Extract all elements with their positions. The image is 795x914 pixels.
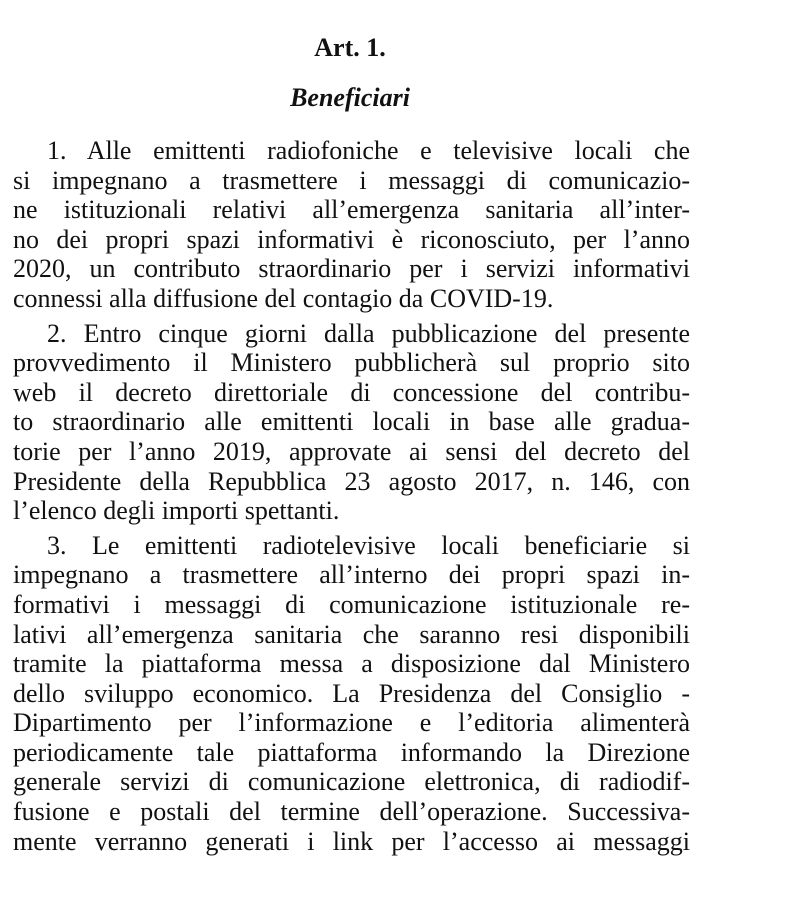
text-line: torie per l’anno 2019, approvate ai sensi del decreto del <box>13 436 690 466</box>
text-line: dello sviluppo economico. La Presidenza del Consiglio - <box>13 678 690 708</box>
text-line: no dei propri spazi informativi è riconosciuto, per l’anno <box>13 224 690 254</box>
text-line: tramite la piattaforma messa a disposizione dal Ministero <box>13 649 690 679</box>
text-line: 3. Le emittenti radiotelevisive locali beneficiarie si <box>47 530 690 560</box>
text-line: web il decreto direttoriale di concessione del contribu- <box>13 377 690 407</box>
text-line: 2. Entro cinque giorni dalla pubblicazione del presente <box>47 318 690 348</box>
paragraph-2 <box>13 319 690 526</box>
text-line: ne istituzionali relativi all’emergenza sanitaria all’inter- <box>13 195 690 225</box>
text-line: connessi alla diffusione del contagio da COVID-19. <box>13 283 554 313</box>
text-line: lativi all’emergenza sanitaria che saranno resi disponibili <box>13 619 690 649</box>
text-line: 2020, un contributo straordinario per i servizi informativi <box>13 254 690 284</box>
text-line: formativi i messaggi di comunicazione istituzionale re- <box>13 589 690 619</box>
text-line: Presidente della Repubblica 23 agosto 2017, n. 146, con <box>13 466 690 496</box>
article-heading: Art. 1. <box>314 33 386 62</box>
text-line: to straordinario alle emittenti locali in base alle gradua- <box>13 407 690 437</box>
text-line: periodicamente tale piattaforma informando la Direzione <box>13 737 690 767</box>
text-line: impegnano a trasmettere all’interno dei propri spazi in- <box>13 560 690 590</box>
text-line: si impegnano a trasmettere i messaggi di comunicazio- <box>13 165 690 195</box>
paragraph-3 <box>13 531 690 857</box>
text-line: Dipartimento per l’informazione e l’editoria alimenterà <box>13 708 690 738</box>
text-line: 1. Alle emittenti radiofoniche e televisive locali che <box>47 136 690 165</box>
text-line: fusione e postali del termine dell’operazione. Successiva- <box>13 797 690 827</box>
article-subtitle: Beneficiari <box>290 83 410 112</box>
text-line: l’elenco degli importi spettanti. <box>13 496 340 526</box>
text-line: mente verranno generati i link per l’accesso ai messaggi <box>13 826 690 856</box>
paragraph-1 <box>13 136 690 314</box>
text-line: generale servizi di comunicazione elettronica, di radiodif- <box>13 767 690 797</box>
article-body <box>13 136 690 856</box>
text-line: provvedimento il Ministero pubblicherà sul proprio sito <box>13 348 690 378</box>
